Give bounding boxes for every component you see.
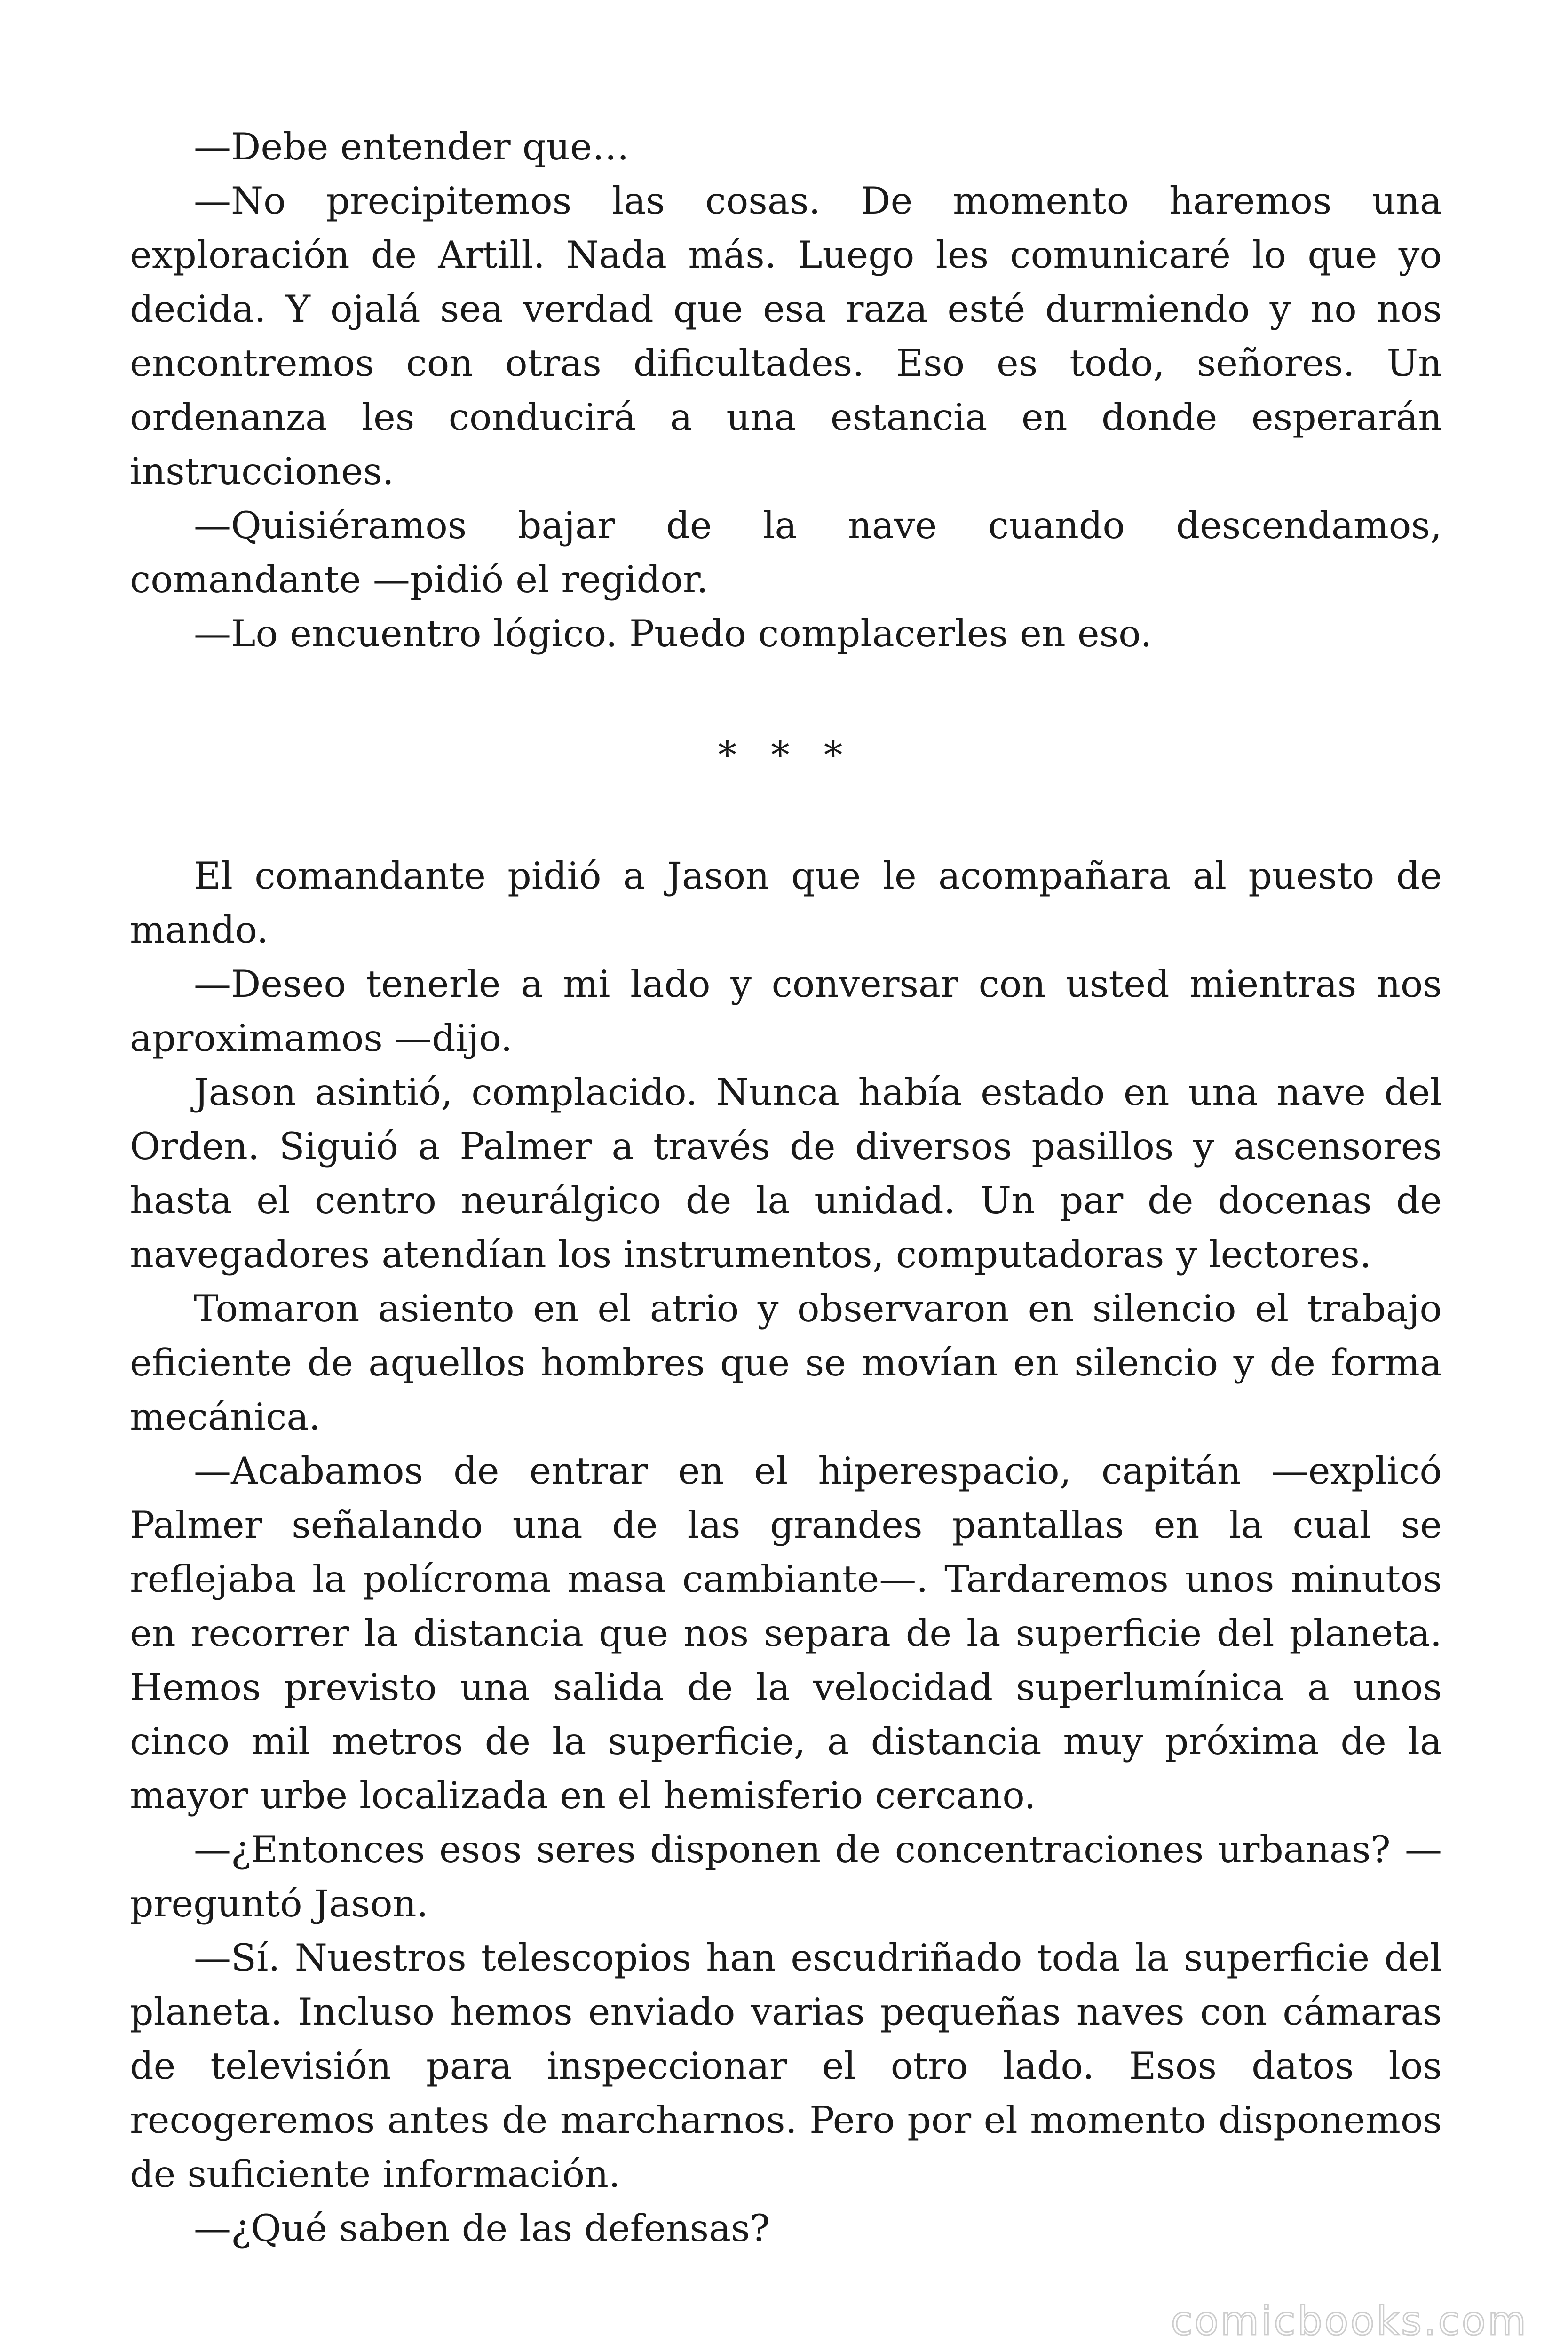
paragraph: Jason asintió, complacido. Nunca había estado en una nave del Orden. Siguió a Palmer a través de diversos pasillos y ascensores hasta el centro neurálgico de la unidad. Un par de docenas de navegadores atendían los instrumentos, computadoras y lectores. — [130, 1071, 1442, 1276]
paragraph: Tomaron asiento en el atrio y observaron en silencio el trabajo eficiente de aquellos hombres que se movían en silencio y de forma mecánica. — [130, 1287, 1442, 1438]
paragraph: —¿Qué saben de las defensas? — [194, 2207, 770, 2250]
paragraph: —No precipitemos las cosas. De momento haremos una exploración de Artill. Nada más. Luego les comunicaré lo que yo decida. Y ojalá sea verdad que esa raza esté durmiendo y no nos encontremos con otras dificultades. Eso es todo, señores. Un ordenanza les conducirá a una estancia en donde esperarán instrucciones. — [130, 179, 1442, 493]
scene-separator: * * * — [718, 733, 854, 777]
paragraph: —¿Entonces esos seres disponen de concentraciones urbanas? —preguntó Jason. — [130, 1828, 1442, 1925]
page-text — [130, 120, 1442, 2256]
paragraph: —Deseo tenerle a mi lado y conversar con usted mientras nos aproximamos —dijo. — [130, 962, 1442, 1060]
paragraph: —Sí. Nuestros telescopios han escudriñado toda la superficie del planeta. Incluso hemos enviado varias pequeñas naves con cámaras de televisión para inspeccionar el otro lado. Esos datos los recogeremos antes de marcharnos. Pero por el momento disponemos de suficiente información. — [130, 1936, 1442, 2196]
paragraph: —Acabamos de entrar en el hiperespacio, capitán —explicó Palmer señalando una de las grandes pantallas en la cual se reflejaba la polícroma masa cambiante—. Tardaremos unos minutos en recorrer la distancia que nos separa de la superficie del planeta. Hemos previsto una salida de la velocidad superlumínica a unos cinco mil metros de la superficie, a distancia muy próxima de la mayor urbe localizada en el hemisferio cercano. — [130, 1449, 1442, 1817]
paragraph: —Lo encuentro lógico. Puedo complacerles en eso. — [194, 612, 1152, 655]
watermark: comicbooks.com — [1171, 2298, 1528, 2344]
paragraph: —Quisiéramos bajar de la nave cuando descendamos, comandante —pidió el regidor. — [130, 504, 1442, 601]
paragraph: —Debe entender que… — [194, 125, 629, 168]
paragraph: El comandante pidió a Jason que le acompañara al puesto de mando. — [130, 854, 1442, 952]
